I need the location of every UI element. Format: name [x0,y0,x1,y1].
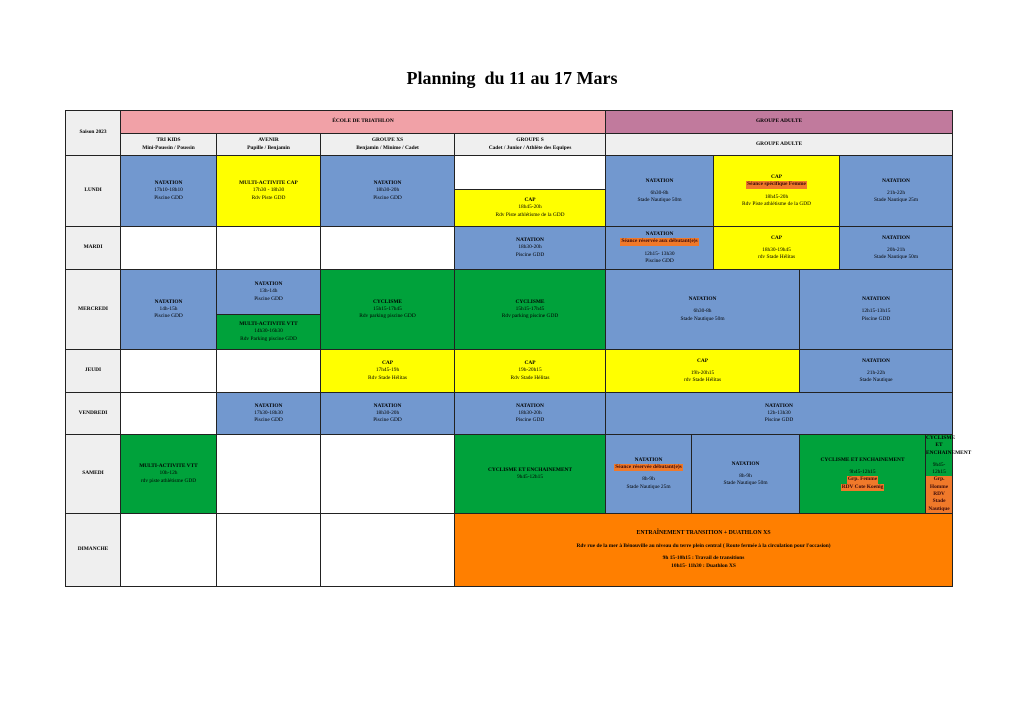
cell-mardi-xs [321,227,455,270]
cell-mercredi-xs: CYCLISME 15h15-17h45 Rdv parking piscine GDD [321,270,455,350]
cell-dimanche-xs [321,513,455,586]
cell-vendredi-xs: NATATION 18h30-20h Piscine GDD [321,393,455,435]
cell-mercredi-s: CYCLISME 15h15-17h45 Rdv parking piscine GDD [455,270,606,350]
cell-dimanche-tri-kids [121,513,217,586]
day-vendredi: VENDREDI [66,393,121,435]
cell-jeudi-adulte-1: CAP 19h-20h15 rdv Stade Hélitas [606,350,800,393]
cell-samedi-avenir [217,435,321,514]
day-samedi: SAMEDI [66,435,121,514]
cell-vendredi-avenir: NATATION 17h30-18h30 Piscine GDD [217,393,321,435]
cell-lundi-avenir: MULTI-ACTIVITE CAP 17h30 - 18h30 Rdv Piste GDD [217,156,321,227]
season-label: Saison 2023 [66,111,121,156]
cell-jeudi-s: CAP 19h-20h15 Rdv Stade Hélitas [455,350,606,393]
groupe-adulte-header: GROUPE ADULTE [606,111,953,134]
day-lundi: LUNDI [66,156,121,227]
cell-lundi-adulte-2: CAP Séance spécifique Femme 18h45-20h Rdv Piste athlétisme de la GDD [714,156,840,227]
cell-vendredi-tri-kids [121,393,217,435]
cell-jeudi-tri-kids [121,350,217,393]
cell-samedi-adulte-3: CYCLISME ET ENCHAINEMENT 9h45-12h15 Grp. Femme RDV Cote Koenig [800,435,926,514]
day-dimanche: DIMANCHE [66,513,121,586]
cell-jeudi-xs: CAP 17h45-19h Rdv Stade Hélitas [321,350,455,393]
ecole-triathlon-header: ÉCOLE DE TRIATHLON [121,111,606,134]
cell-lundi-tri-kids: NATATION 17h10-18h10 Piscine GDD [121,156,217,227]
cell-samedi-s: CYCLISME ET ENCHAINEMENT 9h45-12h15 [455,435,606,514]
cell-samedi-adulte-2: NATATION 8h-9h Stade Nautique 50m [692,435,800,514]
cell-lundi-adulte-1: NATATION 6h30-8h Stade Nautique 50m [606,156,714,227]
col-groupe-s: GROUPE S Cadet / Junior / Athlète des Equipes [455,134,606,156]
schedule-table [65,110,972,587]
cell-jeudi-adulte-2: NATATION 21h-22h Stade Nautique [800,350,953,393]
cell-mercredi-avenir-2: MULTI-ACTIVITE VTT 14h30-16h30 Rdv Parking piscine GDD [217,315,321,350]
cell-samedi-adulte-4: CYCLISME ET ENCHAINEMENT 9h45-12h15 Grp. Homme RDV Stade Nautique [926,435,972,512]
day-mardi: MARDI [66,227,121,270]
cell-lundi-adulte-3: NATATION 21h-22h Stade Nautique 25m [840,156,953,227]
cell-mardi-adulte-3: NATATION 20h-21h Stade Nautique 50m [840,227,953,270]
cell-mercredi-adulte-1: NATATION 6h30-8h Stade Nautique 50m [606,270,800,350]
cell-lundi-s: CAP 18h45-20h Rdv Piste athlétisme de la GDD [455,190,606,227]
cell-mardi-adulte-2: CAP 18h30-19h45 rdv Stade Hélitas [714,227,840,270]
col-groupe-adulte: GROUPE ADULTE [606,134,953,156]
cell-mardi-s: NATATION 18h30-20h Piscine GDD [455,227,606,270]
col-tri-kids: TRI KIDS Mini-Poussin / Poussin [121,134,217,156]
cell-dimanche-event: ENTRAÎNEMENT TRANSITION + DUATHLON XS Rdv rue de la mer à Bénouville au niveau du terre plein central ( Route fermée à la circulation pour l'occasion) 9h 15-10h15 : Travail de transitions 10h15- 11h30 : Duathlon XS [455,513,953,586]
cell-lundi-xs: NATATION 18h30-20h Piscine GDD [321,156,455,227]
cell-lundi-s-empty [455,156,606,190]
col-groupe-xs: GROUPE XS Benjamin / Minime / Cadet [321,134,455,156]
day-mercredi: MERCREDI [66,270,121,350]
cell-jeudi-avenir [217,350,321,393]
cell-mercredi-tri-kids: NATATION 14h-15h Piscine GDD [121,270,217,350]
cell-dimanche-avenir [217,513,321,586]
cell-mardi-adulte-1: NATATION Séance réservée aux débutant(e)s 12h15- 13h30 Piscine GDD [606,227,714,270]
cell-samedi-xs [321,435,455,514]
cell-mercredi-adulte-2: NATATION 12h15-13h15 Piscine GDD [800,270,953,350]
cell-samedi-adulte-1: NATATION Séance réservée débutant(e)s 8h-9h Stade Nautique 25m [606,435,692,514]
cell-mardi-avenir [217,227,321,270]
cell-mardi-tri-kids [121,227,217,270]
cell-samedi-tri-kids: MULTI-ACTIVITE VTT 10h-12h rdv piste athlétisme GDD [121,435,217,514]
day-jeudi: JEUDI [66,350,121,393]
cell-vendredi-adulte: NATATION 12h-13h30 Piscine GDD [606,393,953,435]
cell-mercredi-avenir-1: NATATION 13h-14h Piscine GDD [217,270,321,315]
page-title: Planning du 11 au 17 Mars [406,68,618,88]
cell-vendredi-s: NATATION 18h30-20h Piscine GDD [455,393,606,435]
col-avenir: AVENIR Pupille / Benjamin [217,134,321,156]
